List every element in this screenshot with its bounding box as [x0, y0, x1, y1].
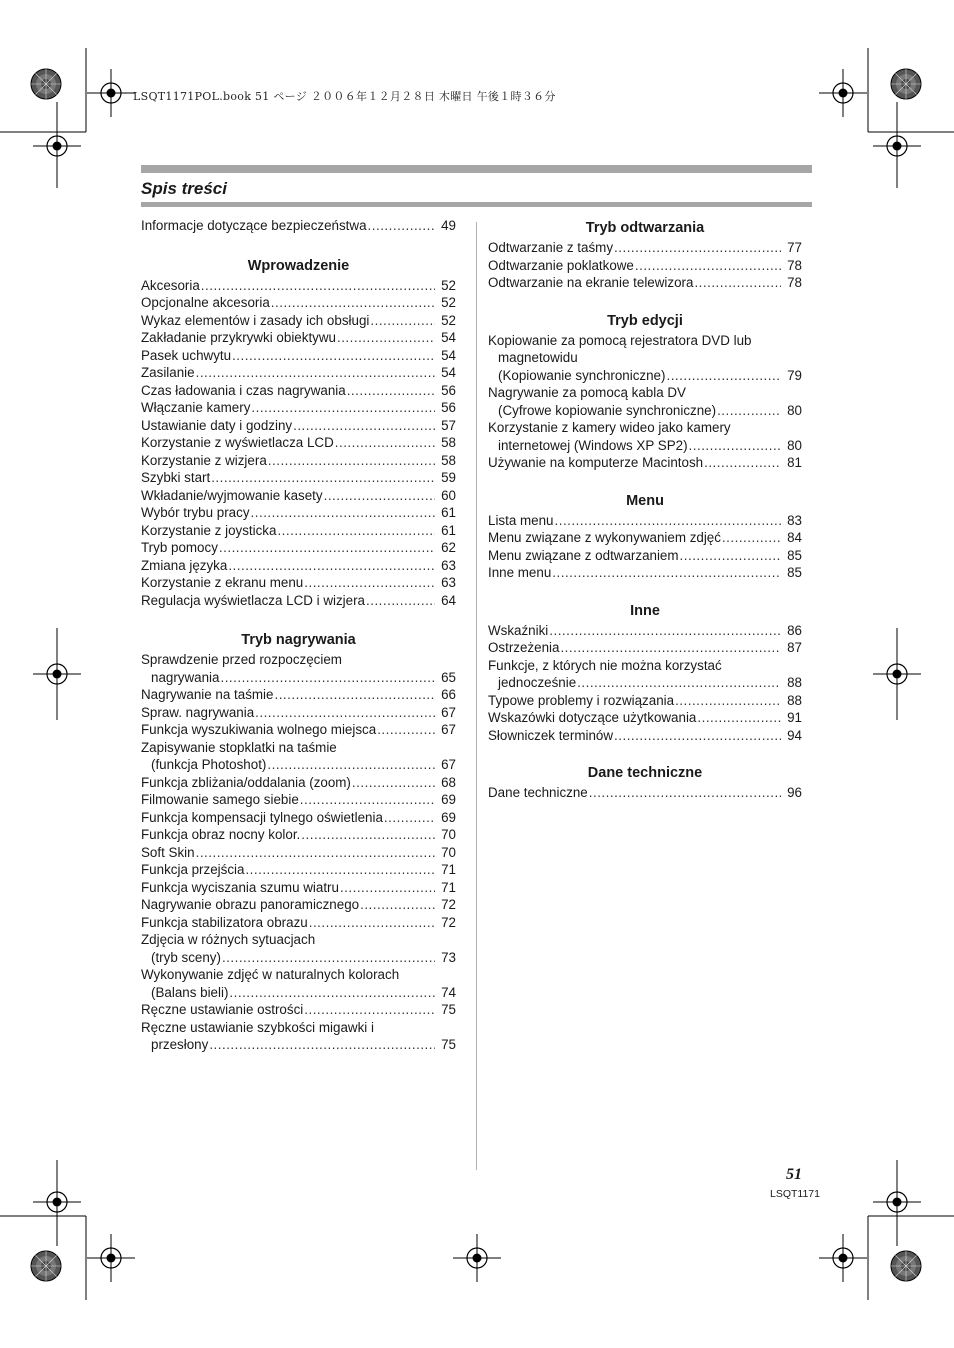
dot-leader — [293, 417, 435, 435]
toc-entry-label-line: Funkcje, z których nie można korzystać — [488, 657, 722, 673]
dot-leader — [697, 709, 781, 727]
toc-page-number: 69 — [441, 792, 456, 807]
toc-entry[interactable] — [488, 529, 802, 547]
toc-entry[interactable] — [488, 239, 802, 257]
section-heading: Wprowadzenie — [247, 257, 350, 274]
toc-page-number: 74 — [441, 984, 456, 1000]
toc-entry-label: Korzystanie z ekranu menu — [141, 575, 304, 590]
toc-entry-label-line: Ręczne ustawianie szybkości migawki i — [141, 1019, 374, 1035]
dot-leader — [267, 756, 435, 774]
toc-page-number: 96 — [787, 785, 802, 800]
dot-leader — [366, 592, 435, 610]
toc-page-number: 62 — [441, 540, 456, 555]
toc-entry-label-line: Kopiowanie za pomocą rejestratora DVD lub — [488, 332, 752, 348]
dot-leader — [549, 622, 781, 640]
toc-entry[interactable] — [141, 557, 456, 575]
dot-leader — [274, 686, 435, 704]
dot-leader — [337, 329, 435, 347]
dot-leader — [614, 727, 781, 745]
toc-entry-label: Wykaz elementów i zasady ich obsługi — [141, 312, 370, 328]
toc-entry-label: (funkcja Photoshot) — [151, 757, 267, 772]
toc-entry-label-line: Nagrywanie za pomocą kabla DV — [488, 385, 686, 400]
toc-entry[interactable] — [141, 1019, 456, 1054]
section-heading: Tryb odtwarzania — [585, 220, 705, 236]
registration-crosshair — [819, 1234, 867, 1282]
dot-leader — [209, 1036, 435, 1054]
registration-crosshair — [453, 1234, 501, 1282]
dot-leader — [666, 367, 781, 385]
toc-page-number: 86 — [787, 622, 802, 638]
toc-page-number: 56 — [441, 400, 456, 415]
toc-left-column — [141, 217, 456, 1054]
toc-page-number: 54 — [441, 365, 456, 380]
toc-entry[interactable] — [141, 896, 456, 914]
toc-entry[interactable] — [141, 487, 456, 505]
toc-right-column — [488, 217, 802, 802]
dot-leader — [340, 879, 435, 897]
toc-page-number: 70 — [441, 844, 456, 860]
dot-leader — [352, 774, 435, 792]
dot-leader — [324, 487, 435, 505]
dot-leader — [377, 721, 435, 739]
toc-entry-label: Dane techniczne — [488, 785, 588, 800]
toc-page-number: 54 — [441, 347, 456, 363]
column-divider — [476, 222, 477, 1170]
toc-entry-label: Funkcja wyszukiwania wolnego miejsca — [141, 722, 377, 737]
registration-crosshair — [87, 69, 135, 117]
toc-entry-label: Tryb pomocy — [141, 540, 218, 555]
toc-entry-label-line: Wykonywanie zdjęć w naturalnych kolorach — [141, 967, 400, 982]
toc-entry-label-line: Zapisywanie stopklatki na taśmie — [141, 739, 337, 755]
toc-entry[interactable] — [141, 539, 456, 557]
toc-page-number: 54 — [441, 330, 456, 345]
toc-entry-label: (Balans bieli) — [151, 984, 229, 1000]
page-number: 51 — [786, 1166, 802, 1183]
toc-entry-label: Używanie na komputerze Macintosh — [488, 455, 704, 470]
toc-entry-label: Wskazówki dotyczące użytkowania — [488, 710, 697, 725]
dot-leader — [560, 639, 781, 657]
toc-page-number: 84 — [787, 530, 802, 545]
toc-entry[interactable] — [488, 692, 802, 710]
toc-entry[interactable] — [488, 784, 802, 802]
dot-leader — [360, 896, 435, 914]
toc-entry[interactable] — [141, 329, 456, 347]
toc-entry-label: Funkcja stabilizatora obrazu — [141, 914, 308, 930]
toc-entry-label: (tryb sceny) — [151, 949, 221, 965]
toc-entry-label: Zakładanie przykrywki obiektywu — [141, 330, 336, 345]
dot-leader — [245, 861, 435, 879]
print-file-header: LSQT1171POL.book 51 ページ ２００６年１２月２８日 木曜日 午後１時３６分 — [133, 90, 556, 103]
dot-leader — [201, 277, 435, 295]
toc-page-number: 72 — [441, 897, 456, 912]
toc-entry[interactable] — [141, 522, 456, 540]
dot-leader — [251, 504, 435, 522]
toc-page-number: 71 — [441, 862, 456, 877]
toc-entry[interactable] — [488, 622, 802, 640]
toc-entry[interactable] — [141, 966, 456, 1001]
toc-page-number: 83 — [787, 512, 802, 528]
toc-entry[interactable] — [488, 384, 802, 419]
toc-entry[interactable] — [141, 277, 456, 295]
toc-entry-label: Filmowanie samego siebie — [141, 792, 299, 807]
toc-entry[interactable] — [488, 257, 802, 275]
toc-entry[interactable] — [141, 399, 456, 417]
dot-leader — [255, 704, 435, 722]
dot-leader — [675, 692, 781, 710]
toc-page-number: 78 — [787, 257, 802, 273]
toc-page-number: 79 — [787, 367, 802, 383]
toc-entry-label: Spraw. nagrywania — [141, 704, 255, 720]
dot-leader — [301, 826, 435, 844]
toc-entry-label: Funkcja przejścia — [141, 862, 245, 877]
section-heading: Tryb nagrywania — [241, 632, 356, 648]
toc-entry-label: Funkcja kompensacji tylnego oświetlenia — [141, 809, 383, 825]
toc-page-number: 60 — [441, 487, 456, 503]
toc-entry-label: Odtwarzanie z taśmy — [488, 240, 614, 255]
toc-page-number: 85 — [787, 565, 802, 580]
toc-page-number: 81 — [787, 455, 802, 470]
corner-dial-top-left — [31, 69, 61, 99]
section-heading: Dane techniczne — [587, 765, 703, 781]
toc-page-number: 68 — [441, 774, 456, 790]
dot-leader — [228, 557, 435, 575]
dot-leader — [229, 984, 435, 1002]
toc-page-number: 88 — [787, 692, 802, 708]
toc-entry[interactable] — [141, 721, 456, 739]
dot-leader — [347, 382, 435, 400]
dot-leader — [384, 809, 435, 827]
toc-entry-label: Słowniczek terminów — [488, 727, 614, 743]
toc-page-number: 85 — [787, 547, 802, 563]
toc-entry-label: Odtwarzanie poklatkowe — [488, 257, 634, 273]
toc-page-number: 52 — [441, 312, 456, 328]
toc-entry-label: Nagrywanie obrazu panoramicznego — [141, 897, 360, 912]
toc-page-number: 94 — [787, 727, 802, 743]
toc-page-number: 88 — [787, 675, 802, 690]
toc-entry-label: Funkcja wyciszania szumu wiatru — [141, 879, 339, 895]
toc-entry[interactable] — [141, 469, 456, 487]
toc-entry-label: (Cyfrowe kopiowanie synchroniczne) — [498, 402, 717, 418]
toc-page-number: 65 — [441, 669, 456, 685]
toc-page-number: 64 — [441, 592, 456, 608]
toc-page-number: 69 — [441, 809, 456, 825]
registration-crosshair — [87, 1234, 135, 1282]
dot-leader — [232, 347, 435, 365]
toc-page-number: 80 — [787, 437, 802, 453]
dot-leader — [304, 574, 435, 592]
toc-entry[interactable] — [141, 704, 456, 722]
toc-entry[interactable] — [141, 809, 456, 827]
toc-entry-label: internetowej (Windows XP SP2) — [498, 437, 688, 453]
toc-entry-label-line: Korzystanie z kamery wideo jako kamery — [488, 420, 731, 435]
toc-page-number: 57 — [441, 417, 456, 433]
toc-entry-label: Szybki start — [141, 470, 211, 485]
toc-entry[interactable] — [141, 452, 456, 470]
toc-entry[interactable] — [141, 504, 456, 522]
toc-page-number: 75 — [441, 1002, 456, 1017]
dot-leader — [196, 844, 435, 862]
toc-entry[interactable] — [488, 564, 802, 582]
dot-leader — [277, 522, 435, 540]
page-title: Spis treści — [141, 179, 227, 198]
toc-entry-label: Nagrywanie na taśmie — [141, 687, 274, 702]
toc-entry[interactable] — [141, 861, 456, 879]
toc-entry-label: Zmiana języka — [141, 557, 228, 573]
toc-entry-label-line: magnetowidu — [498, 350, 578, 365]
toc-entry-label: Typowe problemy i rozwiązania — [488, 692, 675, 708]
toc-entry-label: Wybór trybu pracy — [141, 505, 250, 520]
toc-entry[interactable] — [141, 434, 456, 452]
toc-entry-label: nagrywania — [151, 669, 220, 685]
toc-entry-label: Pasek uchwytu — [141, 347, 232, 363]
section-heading: Menu — [626, 492, 664, 509]
toc-entry-label: Menu związane z odtwarzaniem — [488, 547, 679, 563]
toc-page-number: 67 — [441, 757, 456, 772]
toc-entry-label: Ostrzeżenia — [488, 640, 560, 655]
dot-leader — [222, 949, 435, 967]
dot-leader — [689, 437, 781, 455]
toc-entry-label: Lista menu — [488, 512, 554, 528]
dot-leader — [635, 257, 781, 275]
toc-entry[interactable] — [141, 651, 456, 686]
toc-entry-label: Regulacja wyświetlacza LCD i wizjera — [141, 592, 365, 608]
dot-leader — [589, 784, 781, 802]
toc-page-number: 66 — [441, 687, 456, 702]
toc-entry[interactable] — [488, 332, 802, 385]
section-heading: Tryb edycji — [607, 312, 683, 329]
corner-dial-bottom-left — [31, 1251, 61, 1281]
toc-entry-label-line: Zdjęcia w różnych sytuacjach — [141, 932, 316, 947]
toc-entry-label: Odtwarzanie na ekranie telewizora — [488, 275, 694, 290]
toc-entry-label: Funkcja zbliżania/oddalania (zoom) — [141, 774, 351, 790]
toc-entry[interactable] — [141, 364, 456, 382]
toc-entry[interactable] — [141, 294, 456, 312]
toc-entry[interactable] — [141, 914, 456, 932]
corner-dial-top-right — [891, 69, 921, 99]
toc-entry-label: Inne menu — [488, 565, 552, 580]
toc-page-number: 58 — [441, 452, 456, 468]
toc-page-number: 73 — [441, 949, 456, 965]
toc-entry-label: Włączanie kamery — [141, 400, 251, 415]
dot-leader — [309, 914, 435, 932]
toc-entry-label: Soft Skin — [141, 844, 195, 860]
toc-entry-label: Wskaźniki — [488, 622, 549, 638]
toc-entry[interactable] — [141, 1001, 456, 1019]
dot-leader — [268, 452, 435, 470]
toc-page-number: 77 — [787, 240, 802, 255]
toc-entry[interactable] — [141, 312, 456, 330]
toc-page-number: 67 — [441, 704, 456, 720]
dot-leader — [552, 564, 781, 582]
dot-leader — [555, 512, 781, 530]
title-top-bar — [141, 165, 812, 173]
dot-leader — [680, 547, 781, 565]
toc-entry[interactable] — [141, 574, 456, 592]
toc-page-number: 70 — [441, 827, 456, 842]
toc-entry[interactable] — [488, 512, 802, 530]
dot-leader — [368, 217, 435, 235]
toc-entry[interactable] — [141, 879, 456, 897]
toc-entry-label: Zasilanie — [141, 365, 195, 380]
toc-entry-label: Menu związane z wykonywaniem zdjęć — [488, 530, 721, 545]
toc-page-number: 59 — [441, 470, 456, 485]
toc-entry-label: Ręczne ustawianie ostrości — [141, 1002, 304, 1017]
dot-leader — [722, 529, 781, 547]
toc-entry[interactable] — [141, 686, 456, 704]
toc-entry-label: Informacje dotyczące bezpieczeństwa — [141, 218, 367, 233]
toc-entry-label: Wkładanie/wyjmowanie kasety — [141, 487, 323, 503]
toc-entry[interactable] — [141, 774, 456, 792]
toc-page-number: 61 — [441, 505, 456, 520]
toc-page-number: 71 — [441, 879, 456, 895]
toc-entry-label: Akcesoria — [141, 277, 200, 293]
toc-entry[interactable] — [141, 417, 456, 435]
dot-leader — [717, 402, 781, 420]
toc-page-number: 80 — [787, 402, 802, 418]
toc-page-number: 58 — [441, 435, 456, 450]
dot-leader — [196, 364, 435, 382]
toc-page-number: 63 — [441, 557, 456, 573]
toc-page-number: 78 — [787, 275, 802, 290]
toc-page-number: 75 — [441, 1037, 456, 1052]
toc-entry-label-line: Sprawdzenie przed rozpoczęciem — [141, 652, 342, 667]
toc-entry-label: Opcjonalne akcesoria — [141, 295, 270, 310]
toc-page-number: 52 — [441, 277, 456, 293]
toc-page-number: 63 — [441, 575, 456, 590]
dot-leader — [220, 669, 435, 687]
toc-entry[interactable] — [488, 727, 802, 745]
toc-page-number: 87 — [787, 640, 802, 655]
dot-leader — [704, 454, 781, 472]
dot-leader — [335, 434, 435, 452]
toc-entry[interactable] — [488, 454, 802, 472]
registration-crosshair — [819, 69, 867, 117]
toc-entry[interactable] — [488, 639, 802, 657]
toc-entry[interactable] — [141, 347, 456, 365]
toc-entry[interactable] — [141, 931, 456, 966]
toc-entry[interactable] — [141, 791, 456, 809]
toc-page-number: 56 — [441, 382, 456, 398]
toc-entry-label: Korzystanie z joysticka — [141, 522, 277, 538]
dot-leader — [614, 239, 781, 257]
toc-entry-label: Czas ładowania i czas nagrywania — [141, 382, 346, 398]
toc-entry[interactable] — [488, 274, 802, 292]
toc-entry-label: Korzystanie z wyświetlacza LCD — [141, 435, 334, 450]
toc-entry-label: przesłony — [151, 1037, 209, 1052]
dot-leader — [271, 294, 435, 312]
toc-entry[interactable] — [488, 419, 802, 454]
toc-page-number: 61 — [441, 522, 456, 538]
toc-page-number: 91 — [787, 710, 802, 725]
dot-leader — [211, 469, 435, 487]
toc-entry[interactable] — [488, 709, 802, 727]
toc-entry[interactable] — [141, 826, 456, 844]
dot-leader — [370, 312, 435, 330]
toc-entry-label: jednocześnie — [498, 675, 577, 690]
title-underline-bar — [141, 202, 812, 207]
corner-dial-bottom-right — [891, 1251, 921, 1281]
dot-leader — [577, 674, 781, 692]
document-code: LSQT1171 — [769, 1188, 820, 1200]
toc-entry-intro[interactable] — [141, 217, 456, 235]
dot-leader — [694, 274, 781, 292]
dot-leader — [300, 791, 435, 809]
toc-entry-label: (Kopiowanie synchroniczne) — [498, 367, 666, 383]
toc-entry[interactable] — [488, 547, 802, 565]
toc-page-number: 49 — [441, 218, 456, 233]
toc-page-number: 52 — [441, 295, 456, 310]
section-heading: Inne — [630, 602, 660, 619]
toc-entry-label: Funkcja obraz nocny kolor. — [141, 827, 301, 842]
toc-entry[interactable] — [141, 382, 456, 400]
toc-entry-label: Korzystanie z wizjera — [141, 452, 267, 468]
toc-entry-label: Ustawianie daty i godziny — [141, 417, 293, 433]
toc-entry[interactable] — [141, 739, 456, 774]
toc-entry[interactable] — [488, 657, 802, 692]
toc-page-number: 67 — [441, 722, 456, 737]
dot-leader — [219, 539, 435, 557]
toc-entry[interactable] — [141, 592, 456, 610]
dot-leader — [304, 1001, 435, 1019]
dot-leader — [251, 399, 435, 417]
toc-entry[interactable] — [141, 844, 456, 862]
toc-page-number: 72 — [441, 914, 456, 930]
